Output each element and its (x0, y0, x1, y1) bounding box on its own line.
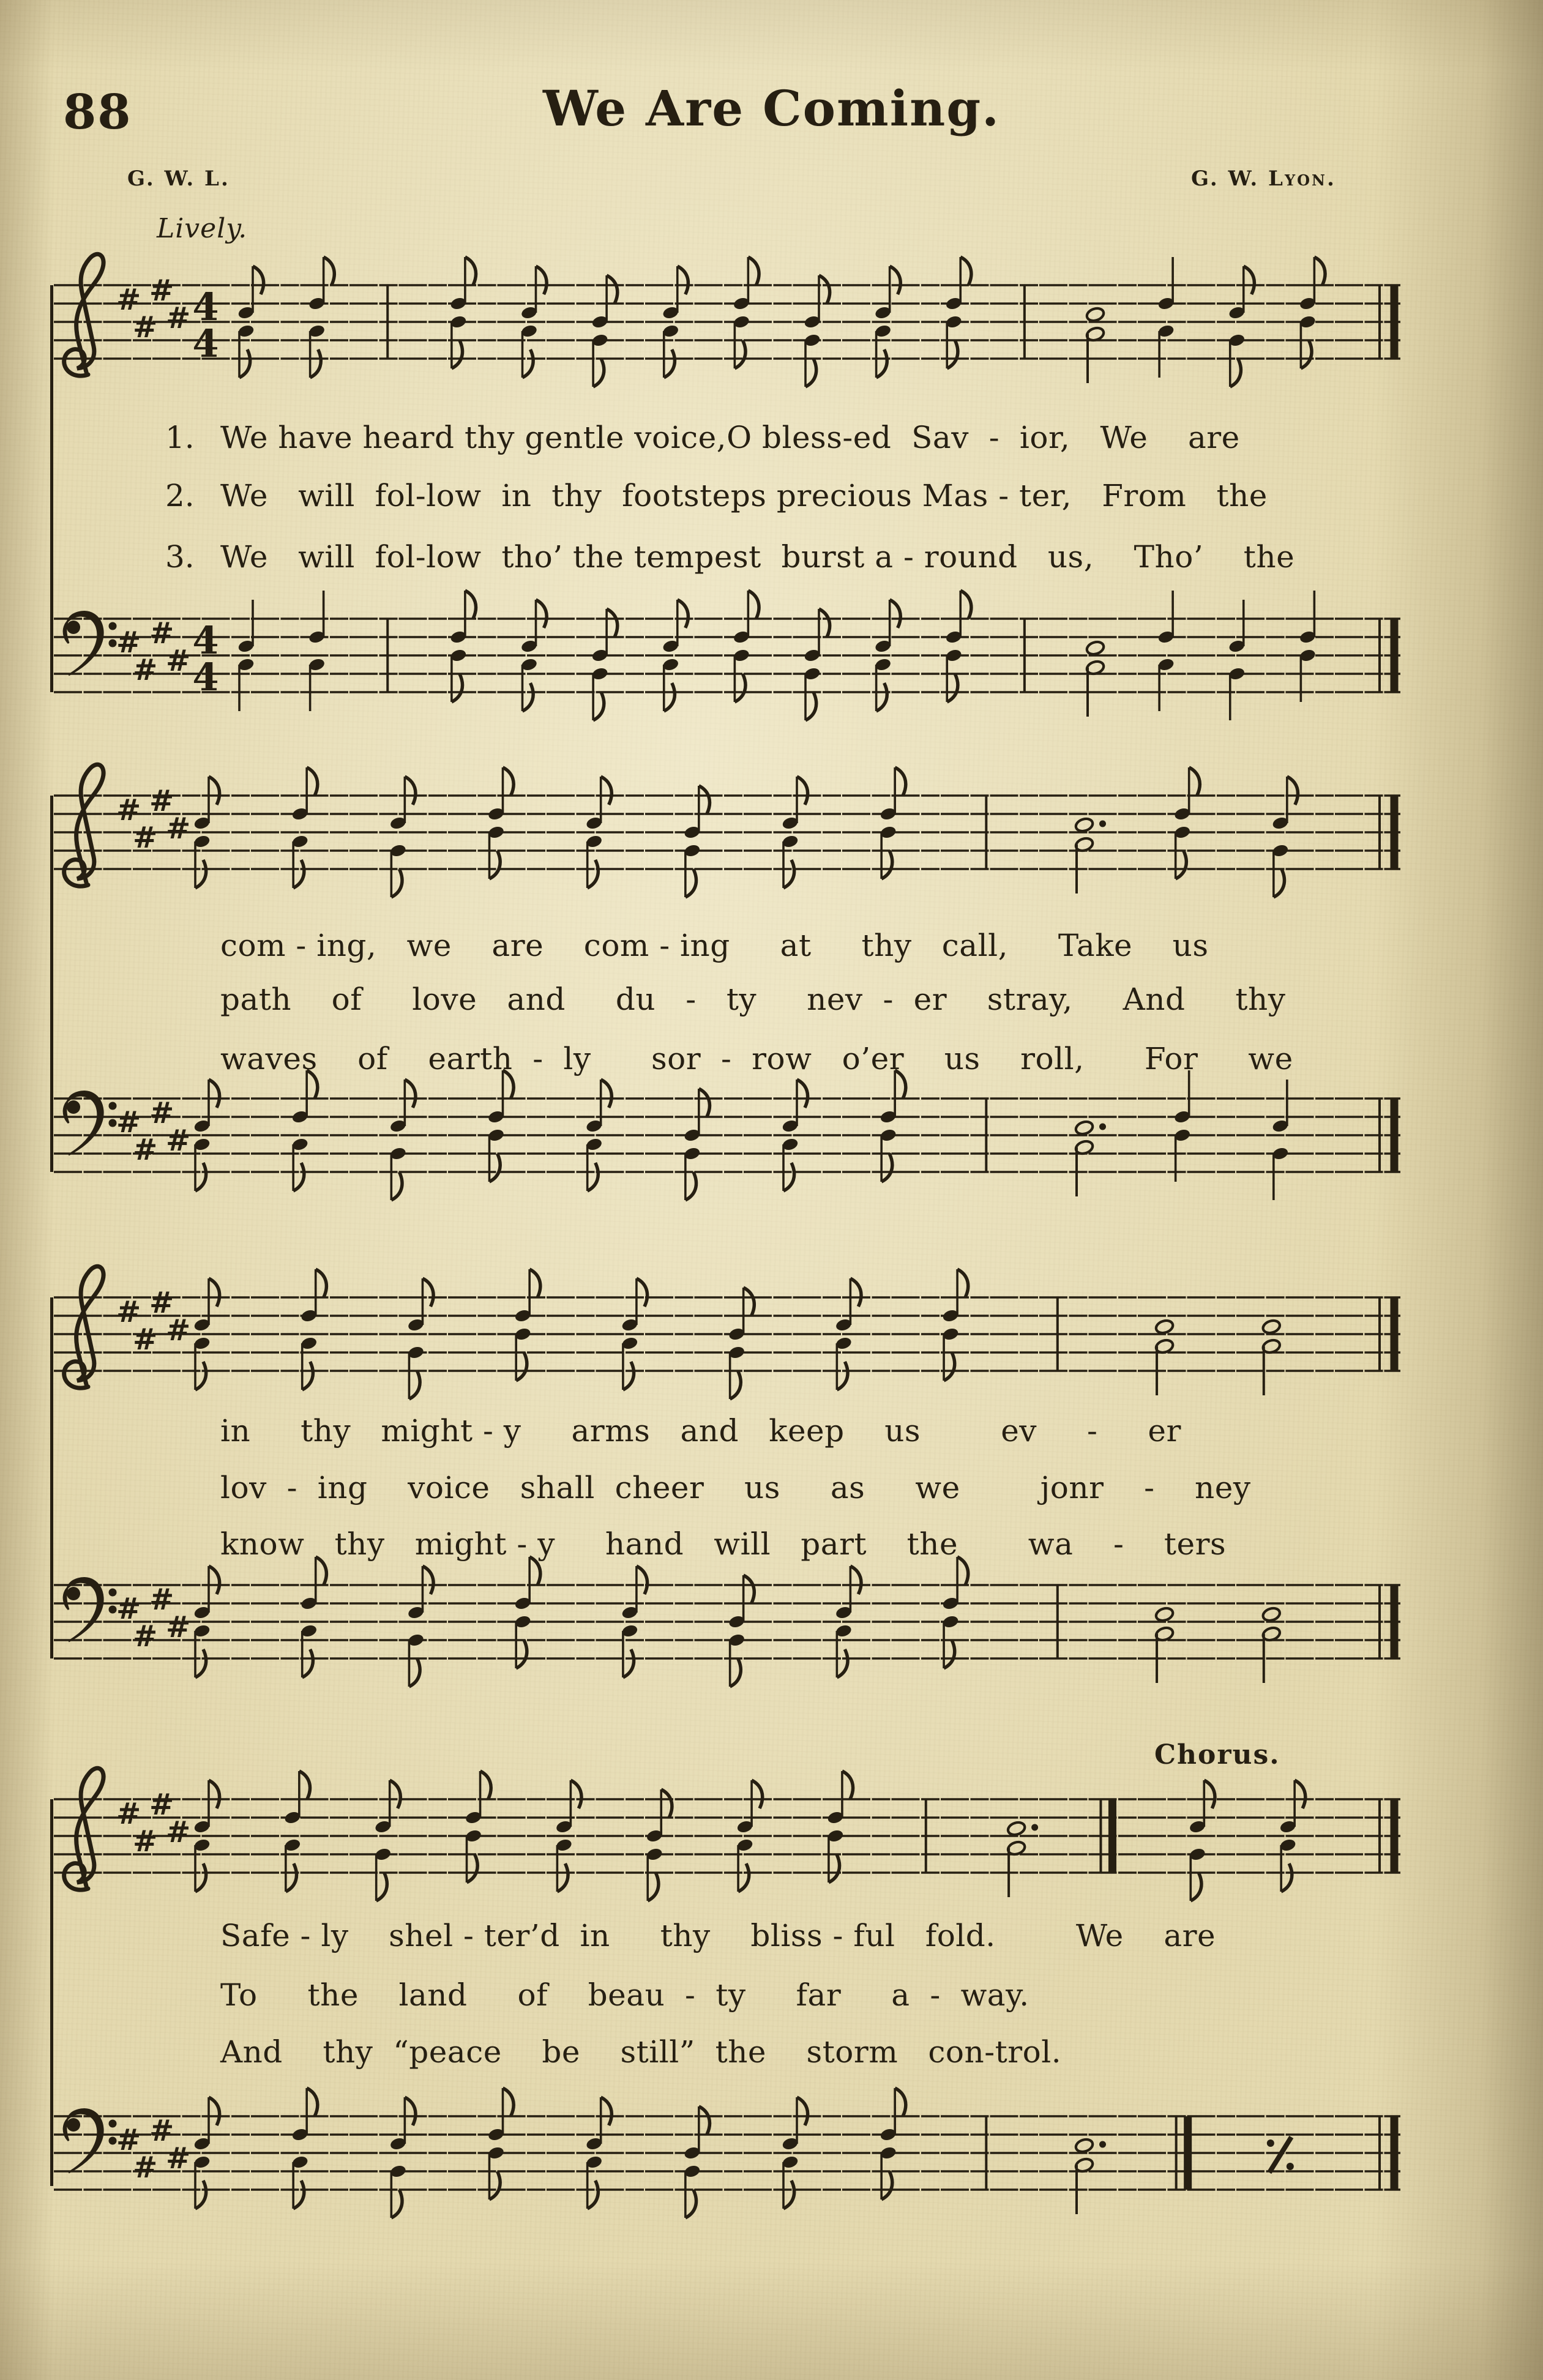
quarter-note-chord (1299, 591, 1317, 702)
eighth-note-chord (514, 1269, 540, 1381)
quarter-note-chord (1173, 1070, 1191, 1182)
sharp-icon: # (149, 274, 174, 308)
treble-staff (51, 248, 1405, 395)
sharp-icon: # (116, 283, 141, 317)
sharp-icon: # (133, 821, 158, 855)
bass-clef-icon (64, 2109, 116, 2173)
time-signature: 4 (192, 655, 219, 699)
time-signature: 4 (192, 285, 219, 329)
eighth-note-chord (591, 609, 618, 720)
bass-clef-icon (64, 1578, 116, 1641)
eighth-note-chord (449, 591, 476, 702)
eighth-note-chord (683, 786, 709, 897)
sharp-icon: # (116, 1797, 141, 1831)
sharp-icon: # (133, 1619, 158, 1654)
sharp-icon: # (116, 793, 141, 827)
eighth-note-chord (826, 1771, 853, 1882)
half-note-chord (1074, 817, 1106, 893)
half-note-chord (1006, 1821, 1038, 1897)
half-note-chord (1074, 1120, 1106, 1196)
sharp-icon: # (149, 1096, 174, 1130)
page-number: 88 (63, 84, 132, 140)
verse-number: 3. (165, 539, 195, 575)
sharp-icon: # (166, 1610, 191, 1644)
eighth-note-chord (487, 2088, 514, 2199)
eighth-note-chord (728, 1575, 754, 1687)
lyric-line: We will fol-low in thy footsteps precious Mas - ter, From the (220, 478, 1268, 513)
treble-clef-icon (64, 254, 103, 376)
bass-clef-icon (64, 611, 116, 675)
treble-clef-icon (64, 764, 103, 886)
treble-clef-icon (64, 1266, 103, 1388)
half-note-chord (1154, 1319, 1175, 1395)
lyric-line: lov - ing voice shall cheer us as we jonr - ney (220, 1470, 1251, 1505)
eighth-note-chord (803, 275, 829, 387)
sharp-icon: # (166, 1313, 191, 1348)
bass-staff (51, 2080, 1405, 2226)
treble-staff (51, 759, 1405, 906)
half-note-chord (1074, 2138, 1106, 2214)
eighth-note-chord (728, 1288, 754, 1399)
sharp-icon: # (133, 1322, 158, 1357)
eighth-note-chord (465, 1771, 491, 1882)
sharp-icon: # (116, 1592, 141, 1626)
sharp-icon: # (149, 2114, 174, 2148)
half-note-chord (1154, 1606, 1175, 1683)
repeat-measure-icon (1267, 2137, 1294, 2173)
sharp-icon: # (149, 1286, 174, 1320)
sharp-icon: # (149, 784, 174, 818)
eighth-note-chord (942, 1557, 968, 1668)
sharp-icon: # (133, 653, 158, 687)
eighth-note-chord (945, 257, 971, 368)
lyric-line: Safe - ly shel - ter’d in thy bliss - ful fold. We are (220, 1918, 1216, 1953)
lyric-line: in thy might - y arms and keep us ev - er (220, 1413, 1181, 1449)
eighth-note-chord (487, 767, 514, 879)
bass-staff (51, 1548, 1405, 1695)
composer-name: G. W. Lyon. (1191, 166, 1336, 191)
bass-staff (51, 582, 1405, 729)
time-signature: 4 (192, 321, 219, 366)
lyric-line: We will fol-low tho’ the tempest burst a - round us, Tho’ the (220, 539, 1295, 575)
eighth-note-chord (803, 609, 829, 720)
sharp-icon: # (133, 2151, 158, 2185)
treble-staff (51, 1763, 1405, 1909)
eighth-note-chord (942, 1269, 968, 1381)
sharp-icon: # (116, 2123, 141, 2157)
lyric-line: To the land of beau - ty far a - way. (220, 1977, 1029, 2013)
lyric-line: know thy might - y hand will part the wa - ters (220, 1526, 1227, 1562)
sharp-icon: # (149, 1788, 174, 1822)
sharp-icon: # (133, 310, 158, 345)
tempo-marking: Lively. (157, 213, 248, 244)
sharp-icon: # (166, 1815, 191, 1849)
time-signature: 4 (192, 618, 219, 663)
eighth-note-chord (880, 1070, 906, 1182)
eighth-note-chord (733, 591, 759, 702)
sharp-icon: # (116, 1295, 141, 1329)
eighth-note-chord (487, 1070, 514, 1182)
lyric-line: com - ing, we are com - ing at thy call, Take us (220, 928, 1209, 963)
sharp-icon: # (149, 1583, 174, 1617)
sharp-icon: # (166, 2141, 191, 2176)
treble-staff (51, 1261, 1405, 1408)
eighth-note-chord (733, 257, 759, 368)
eighth-note-chord (683, 1089, 709, 1200)
eighth-note-chord (945, 591, 971, 702)
eighth-note-chord (880, 767, 906, 879)
eighth-note-chord (880, 2088, 906, 2199)
bass-clef-icon (64, 1091, 116, 1155)
lyric-line: And thy “peace be still” the storm con-trol. (220, 2034, 1062, 2070)
sharp-icon: # (116, 1105, 141, 1140)
eighth-note-chord (1173, 767, 1200, 879)
lyric-line: waves of earth - ly sor - row o’er us roll, For we (220, 1041, 1293, 1076)
eighth-note-chord (1299, 257, 1325, 368)
eighth-note-chord (683, 2106, 709, 2218)
lyric-line: We have heard thy gentle voice,O bless-ed Sav - ior, We are (220, 420, 1240, 455)
sharp-icon: # (149, 616, 174, 651)
half-note-chord (1085, 640, 1105, 717)
half-note-chord (1085, 307, 1105, 383)
eighth-note-chord (514, 1557, 540, 1668)
eighth-note-chord (449, 257, 476, 368)
sharp-icon: # (166, 1124, 191, 1158)
sharp-icon: # (166, 644, 191, 678)
half-note-chord (1261, 1606, 1282, 1683)
chorus-label: Chorus. (1154, 1739, 1280, 1770)
half-note-chord (1261, 1319, 1282, 1395)
verse-number: 2. (165, 478, 195, 513)
sharp-icon: # (133, 1824, 158, 1859)
lyric-line: path of love and du - ty nev - er stray, And thy (220, 982, 1286, 1017)
eighth-note-chord (646, 1789, 672, 1901)
page-title: We Are Coming. (542, 80, 1001, 137)
author-initials: G. W. L. (127, 166, 230, 191)
bass-staff (51, 1062, 1405, 1209)
treble-clef-icon (64, 1768, 103, 1890)
sharp-icon: # (116, 625, 141, 660)
sharp-icon: # (133, 1133, 158, 1167)
sharp-icon: # (166, 811, 191, 846)
sharp-icon: # (166, 301, 191, 335)
eighth-note-chord (591, 275, 618, 387)
verse-number: 1. (165, 420, 195, 455)
